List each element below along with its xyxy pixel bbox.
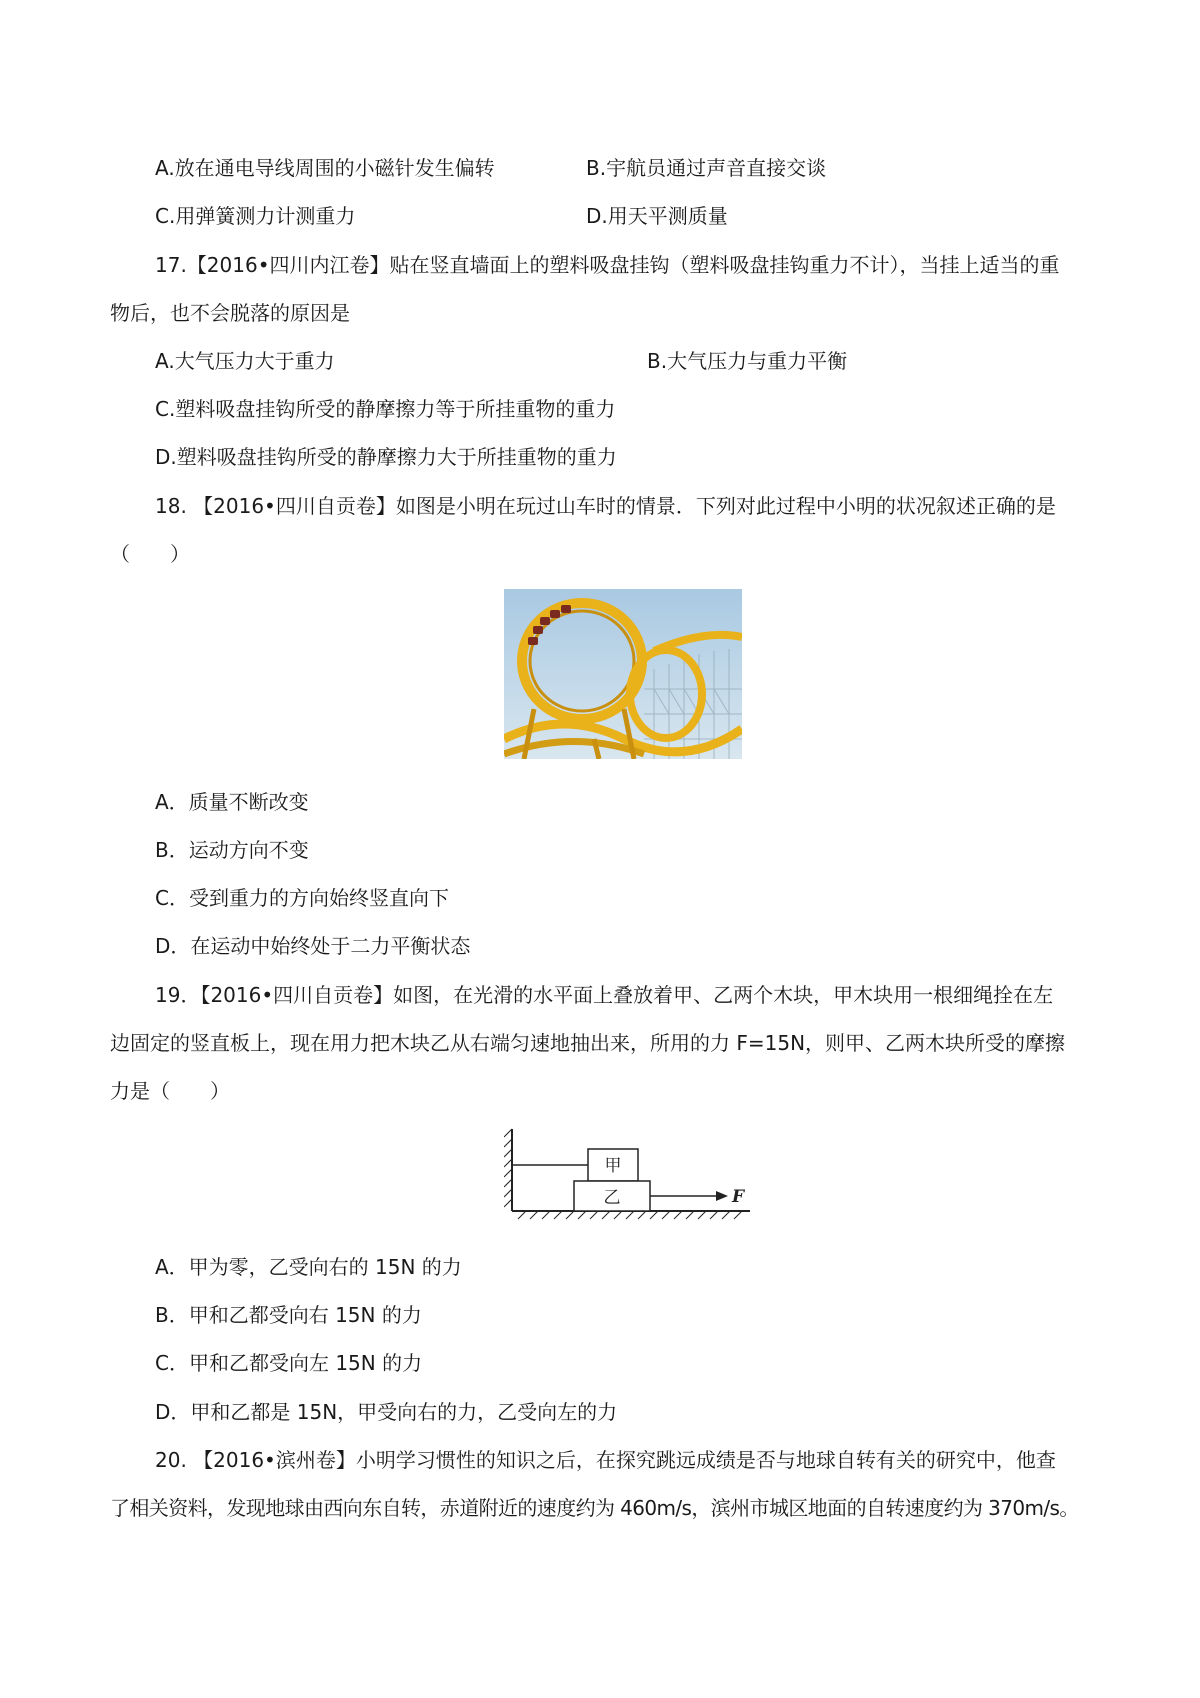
q16-option-b: B.宇航员通过声音直接交谈 — [586, 156, 827, 180]
q17-option-a: A.大气压力大于重力 — [155, 349, 335, 373]
block-bottom-label: 乙 — [603, 1188, 621, 1208]
q17-option-c: C.塑料吸盘挂钩所受的静摩擦力等于所挂重物的重力 — [155, 397, 616, 421]
q19-stem-line2: 边固定的竖直板上，现在用力把木块乙从右端匀速地抽出来，所用的力 F=15N，则甲、乙两木块所受的摩擦 — [110, 1031, 1066, 1055]
q17-option-d: D.塑料吸盘挂钩所受的静摩擦力大于所挂重物的重力 — [155, 445, 617, 469]
q16-option-c: C.用弹簧测力计测重力 — [155, 204, 356, 228]
q18-option-b: B．运动方向不变 — [155, 838, 309, 862]
q19-option-b: B．甲和乙都受向右 15N 的力 — [155, 1303, 422, 1327]
q16-option-a: A.放在通电导线周围的小磁针发生偏转 — [155, 156, 495, 180]
q19-option-c: C．甲和乙都受向左 15N 的力 — [155, 1351, 423, 1375]
q18-option-c: C．受到重力的方向始终竖直向下 — [155, 886, 449, 910]
q17-stem-line1: 17.【2016•四川内江卷】贴在竖直墙面上的塑料吸盘挂钩（塑料吸盘挂钩重力不计），当挂上适当的重 — [155, 253, 1060, 277]
q19-stem-line3: 力是（ ） — [110, 1079, 230, 1103]
roller-coaster-photo — [504, 589, 742, 759]
force-label: F — [732, 1187, 745, 1207]
q16-option-d: D.用天平测质量 — [586, 204, 728, 228]
q20-stem-line2: 了相关资料，发现地球由西向东自转，赤道附近的速度约为 460m/s，滨州市城区地面的自转速度约为 370m/s。 — [110, 1496, 1079, 1520]
block-top-label: 甲 — [604, 1156, 622, 1176]
q17-option-b: B.大气压力与重力平衡 — [647, 349, 848, 373]
q17-stem-line2: 物后，也不会脱落的原因是 — [110, 301, 350, 325]
q18-option-d: D．在运动中始终处于二力平衡状态 — [155, 934, 471, 958]
q19-option-a: A．甲为零，乙受向右的 15N 的力 — [155, 1255, 462, 1279]
q18-stem-line2: （ ） — [110, 542, 190, 566]
q18-option-a: A．质量不断改变 — [155, 790, 309, 814]
q20-stem-line1: 20. 【2016•滨州卷】小明学习惯性的知识之后，在探究跳远成绩是否与地球自转有关的研究中，他查 — [155, 1448, 1056, 1472]
q19-stem-line1: 19．【2016•四川自贡卷】如图，在光滑的水平面上叠放着甲、乙两个木块，甲木块用一根细绳拴在左 — [155, 983, 1054, 1007]
q18-stem-line1: 18. 【2016•四川自贡卷】如图是小明在玩过山车时的情景．下列对此过程中小明的状况叙述正确的是 — [155, 494, 1056, 518]
q19-option-d: D．甲和乙都是 15N，甲受向右的力，乙受向左的力 — [155, 1400, 618, 1424]
blocks-diagram — [504, 1125, 750, 1221]
